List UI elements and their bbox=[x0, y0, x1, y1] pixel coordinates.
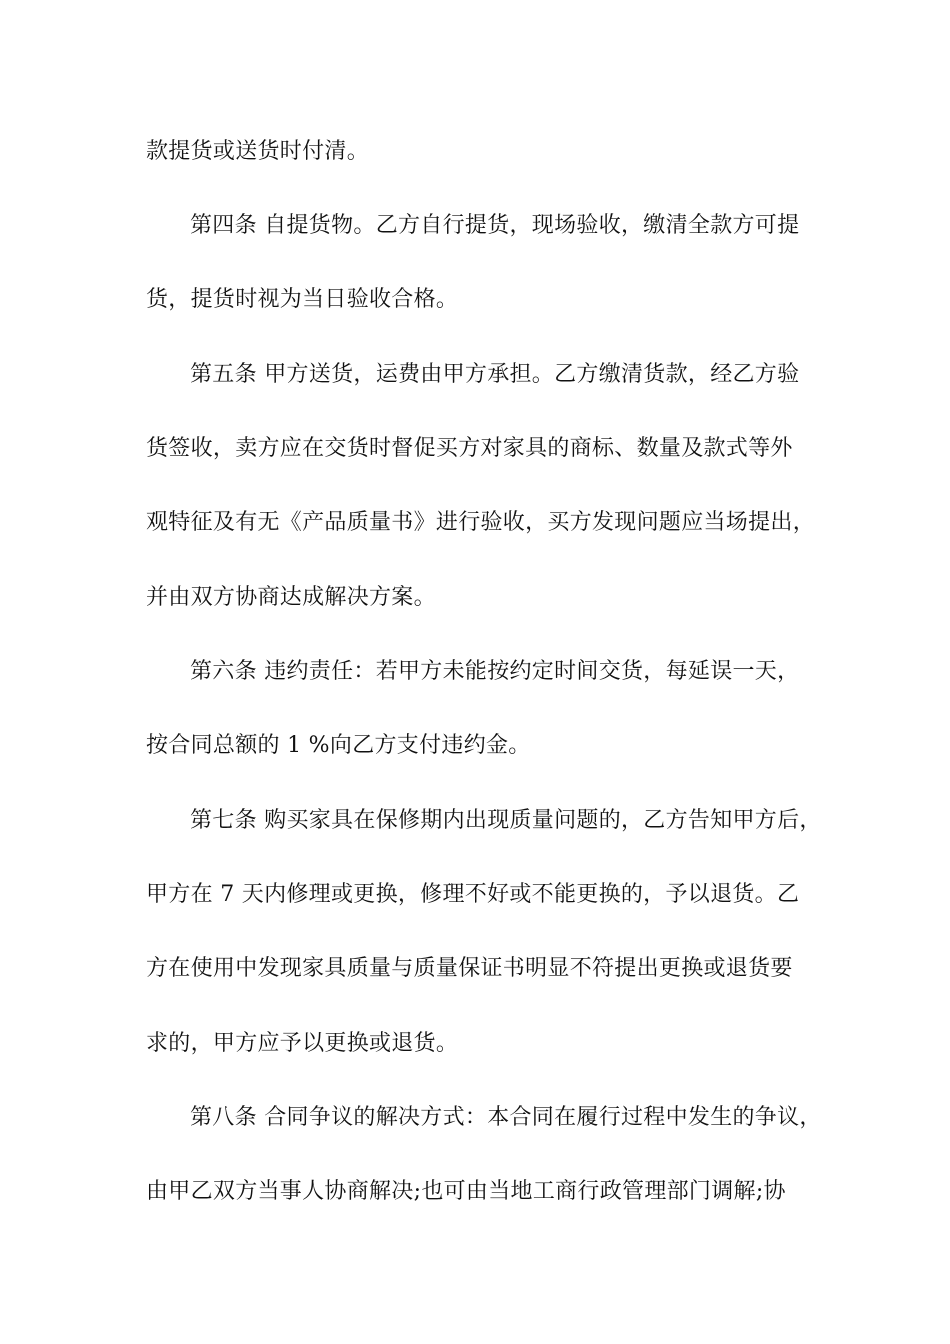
article-8-heading-line: 第八条 合同争议的解决方式：本合同在履行过程中发生的争议， bbox=[190, 1105, 822, 1130]
text-line-9: 按合同总额的 1 %向乙方支付违约金。 bbox=[146, 733, 531, 758]
text-line-3: 货，提货时视为当日验收合格。 bbox=[146, 287, 459, 312]
text-line-11: 甲方在 7 天内修理或更换，修理不好或不能更换的，予以退货。乙 bbox=[146, 882, 800, 907]
article-5-heading-line: 第五条 甲方送货，运费由甲方承担。乙方缴清货款，经乙方验 bbox=[190, 362, 800, 387]
text-line-15: 由甲乙双方当事人协商解决;也可由当地工商行政管理部门调解;协 bbox=[146, 1179, 786, 1204]
text-line-13: 求的，甲方应予以更换或退货。 bbox=[146, 1031, 459, 1056]
article-6-heading-line: 第六条 违约责任：若甲方未能按约定时间交货，每延误一天， bbox=[190, 659, 800, 684]
text-line-6: 观特征及有无《产品质量书》进行验收，买方发现问题应当场提出， bbox=[146, 510, 816, 535]
article-4-heading-line: 第四条 自提货物。乙方自行提货，现场验收，缴清全款方可提 bbox=[190, 213, 800, 238]
text-line-1: 款提货或送货时付清。 bbox=[146, 139, 370, 164]
text-line-5: 货签收，卖方应在交货时督促买方对家具的商标、数量及款式等外 bbox=[146, 436, 793, 461]
article-7-heading-line: 第七条 购买家具在保修期内出现质量问题的，乙方告知甲方后， bbox=[190, 808, 822, 833]
text-line-12: 方在使用中发现家具质量与质量保证书明显不符提出更换或退货要 bbox=[146, 956, 793, 981]
text-line-7: 并由双方协商达成解决方案。 bbox=[146, 585, 436, 610]
